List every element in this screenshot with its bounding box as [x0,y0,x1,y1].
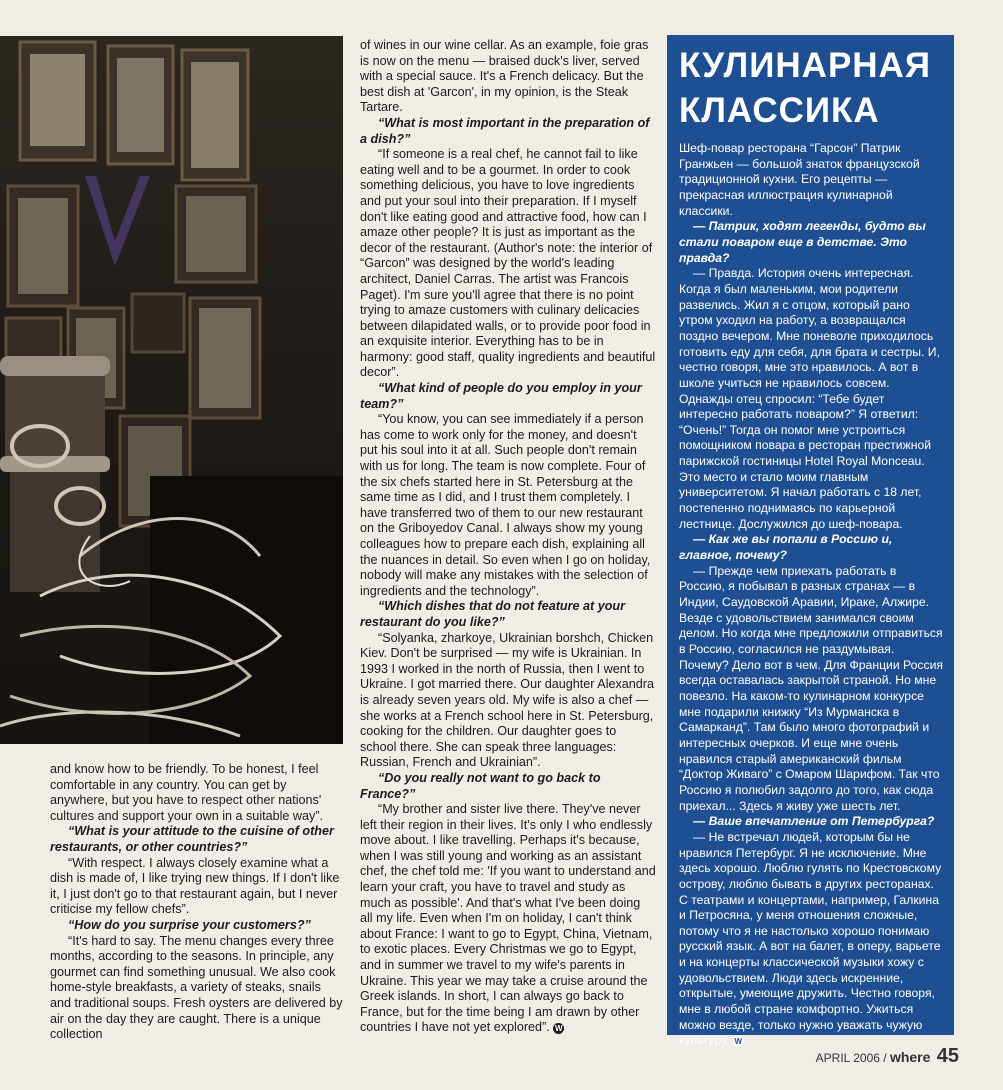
end-mark-icon: W [734,1036,743,1046]
interview-question: — Патрик, ходят легенды, будто вы стали поваром еще в детстве. Это правда? [679,219,926,265]
page-footer [816,1045,959,1068]
interview-question: “What kind of people do you employ in your team?” [360,381,642,411]
article-paragraph: Шеф-повар ресторана “Гарсон” Патрик Гранжьен — большой знаток французской традиционной кухни. Его рецепты — прекрасная иллюстрация кулинарной классики. [679,141,920,218]
page-number: 45 [936,1045,959,1067]
article-paragraph: “Solyanka, zharkoye, Ukrainian borshch, Chicken Kiev. Don't be surprised — my wife is Ukrainian. In 1993 I worked in the north of Russia, then I went to Ukraine. I got married there. Our daughter Alexandra is already seven years old. My wife is also a chef — she works at a French school here in St. Petersburg, cooking for the children. Our daughter goes to school there. She can speak three languages: Russian, French and Ukrainian”. [360,630,655,770]
russian-sidebar-panel [667,35,954,1048]
article-paragraph: “My brother and sister live there. They've never left their region in their lives. It's only I who endlessly move about. I like travelling. Perhaps it's because, when I was still young and working as an assistant chef, the chef told me: 'If you want to understand and learn your craft, you have to travel and study as much as possible'. And that's what I've been doing all my life. Even when I'm on holiday, I can't think about France: I want to go to Egypt, China, Vietnam, to exotic places. Every Christmas we go to Egypt, and in summer we travel to my wife's parents in Ukraine. This year we may take a cruise around the Greek islands. In short, I can always go back to France, but for the time being I am drawn by other countries I have not yet explored”. W [360,802,656,1035]
end-mark-icon: W [554,1023,563,1033]
interview-question: “Do you really not want to go back to France?” [360,770,601,801]
article-column-middle [360,38,656,1036]
interview-question: “Which dishes that do not feature at your restaurant do you like?” [360,599,625,629]
article-paragraph: “It's hard to say. The menu changes every three months, according to the seasons. In principle, any gourmet can find something unusual. We also cook home-style breakfasts, a variety of steaks, snails and traditional soups. Fresh oysters are delivered by air on the day they are caught. There is a unique collection [50,933,343,1042]
interview-question: — Ваше впечатление от Петербурга? [693,814,935,829]
article-column-left [50,762,345,1043]
sidebar-title-line1: КУЛИНАРНАЯ [679,46,931,85]
article-paragraph: of wines in our wine cellar. As an example, foie gras is now on the menu — braised duck's liver, served with a special sauce. It's a French delicacy. But the best dish at 'Garcon', in my opinion, is the Steak Tartare. [360,38,649,115]
article-paragraph: — Прежде чем приехать работать в Россию, я побывал в разных странах — в Индии, Саудовской Аравии, Ираке, Алжире. Везде с удовольствием занимался своим делом. Но когда мне предложили отправиться в Россию, согласился не раздумывая. Почему? Дело вот в чем. Для Франции Россия всегда оставалась закрытой страной. Но мне повезло. На каком-то кулинарном конкурсе мне подарили книжку “Из Мурманска в Самарканд”. Там было много фотографий и интересных очерков. И еще мне очень нравился старый американский фильм “Доктор Живаго” с Омаром Шарифом. Так что Россию я полюбил задолго до того, как сюда приехал... Здесь я живу уже шесть лет. [679,563,944,813]
interview-question: “How do you surprise your customers?” [68,917,311,932]
interview-question: — Как же вы попали в Россию и, главное, почему? [679,532,893,563]
article-paragraph: — Правда. История очень интересная. Когда я был маленьким, мои родители развелись. Жил я с отцом, который рано утром уходил на работу, а возвращался поздно вечером. Мне поневоле приходилось готовить еду для себя, для брата и сестры. И, честно говоря, мне это нравилось. А вот в школе учиться не нравилось совсем. Однажды отец спросил: “Тебе будет интересно работать поваром?” Я ответил: “Очень!” Тогда он помог мне устроиться помощником повара в ресторан престижной парижской гостиницы Hotel Royal Monceau. Это место и стало моим главным университетом. Я начал работать с 18 лет, постепенно поднимаясь по карьерной лестнице. Дослужился до шеф-повара. [679,266,940,531]
issue-date: APRIL 2006 / [815,1051,887,1065]
article-paragraph: and know how to be friendly. To be honest, I feel comfortable in any country. You can get by anywhere, but you have to respect other nations' cultures and support your own in a suitable way”. [50,762,324,823]
article-paragraph: “If someone is a real chef, he cannot fail to like eating well and to be a gourmet. In order to cook something delicious, you have to love ingredients and put your soul into their preparation. If I myself don't like eating good and attractive food, how can I amaze other people? It is just as important as the decor of the restaurant. (Author's note: the interior of “Garcon” was designed by the world's leading architect, Daniel Carras. The artist was Francois Paget). I'm sure you'll agree that there is no point trying to amaze customers with culinary delicacies between dilapidated walls, or to provide poor food in an exquisite interior. Everything has to be in harmony: good staff, quality ingredients and beautiful decor”. [360,147,656,380]
article-paragraph: “With respect. I always closely examine what a dish is made of, I like trying new things. If I don't like it, I just don't go to that restaurant again, but I never criticise my fellow chefs”. [50,855,340,917]
photo-illustration [0,36,343,744]
sidebar-title-line2: КЛАССИКА [679,91,880,130]
interview-question: “What is most important in the preparation of a dish?” [360,115,650,146]
interview-question: “What is your attitude to the cuisine of other restaurants, or other countries?” [50,824,334,854]
article-paragraph: “You know, you can see immediately if a person has come to work only for the money, and doesn't put his soul into it at all. Such people don't remain with us for long. The team is now complete. Four of the six chefs started here in St. Petersburg at the same time as I did, and I trust them completely. I have transferred two of them to our new restaurant on the Griboyedov Canal. I always show my young colleagues how to prepare each dish, explaining all the nuances in detail. So even when I go on holiday, nobody will make any mistakes with the selection of ingredients and the technology”. [360,412,651,598]
restaurant-photo [0,36,343,744]
sidebar-title [679,43,951,133]
magazine-name: where [889,1049,931,1065]
sidebar-body [679,141,945,1049]
article-paragraph: — Не встречал людей, которым бы не нравился Петербург. Я не исключение. Мне здесь хорошо. Люблю гулять по Крестовскому острову, люблю бывать в других ресторанах. С театрами и концертами, например, Галкина и Петросяна, у меня отношения сложные, потому что я не настолько хорошо понимаю русский язык. А вот на балет, в оперу, варьете и на концерты классической музыки хожу с удовольствием. Люди здесь искренние, открытые, умеющие дружить. Честно говоря, мне в любой стране комфортно. Ужиться можно везде, только нужно уважать чужую культуру. W [679,829,942,1048]
